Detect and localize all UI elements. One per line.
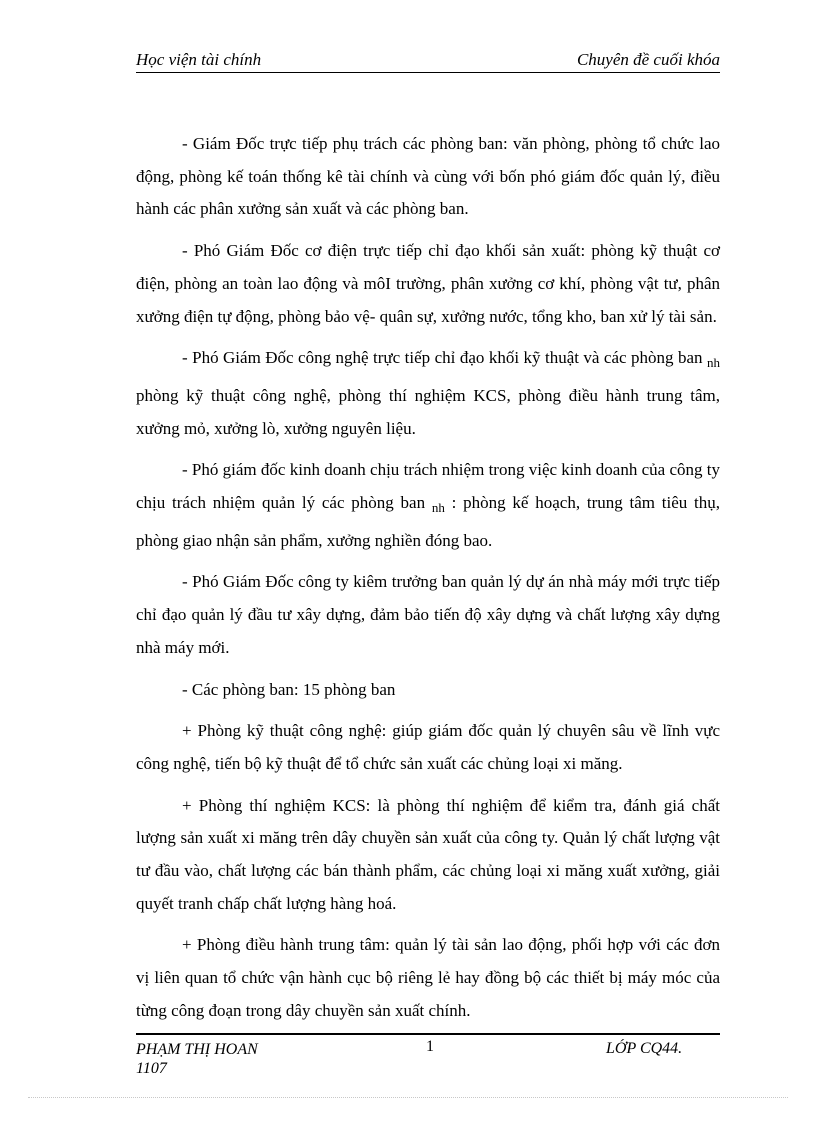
page-number: 1 [426,1038,434,1055]
paragraph-deputy-business [136,454,720,557]
paragraph-text: : phòng kế hoạch, trung tâm tiêu thụ, phòng giao nhận sản phẩm, xưởng nghiền đóng bao. [136,493,721,550]
header-document-type: Chuyên đề cuối khóa [576,50,720,69]
paragraph-tech-department: + Phòng kỹ thuật công nghệ: giúp giám đốc quản lý chuyên sâu về lĩnh vực công nghệ, tiến bộ kỹ thuật để tổ chức sản xuất các chủng loại xi măng. [136,721,720,773]
paragraph-departments-count: - Các phòng ban: 15 phòng ban [182,679,396,699]
paragraph-text: - Phó Giám Đốc công nghệ trực tiếp chỉ đạo khối kỹ thuật và các phòng ban [182,348,707,368]
document-body [136,128,720,1028]
author-id: 1107 [136,1060,167,1077]
page-header [136,50,720,73]
page-bottom-dotted-border [28,1097,788,1098]
author-name: PHẠM THỊ HOAN [136,1041,258,1058]
footer-author [136,1040,258,1078]
paragraph-deputy-electrical: - Phó Giám Đốc cơ điện trực tiếp chỉ đạo khối sản xuất: phòng kỹ thuật cơ điện, phòng an toàn lao động và môI trường, phân xưởng cơ khí, phòng vật tư, phân xưởng điện tự động, phòng bảo vệ- quân sự, xưởng nước, tổng kho, ban xử lý tài sản. [136,241,720,326]
paragraph-deputy-project: - Phó Giám Đốc công ty kiêm trưởng ban quản lý dự án nhà máy mới trực tiếp chỉ đạo quản lý đầu tư xây dựng, đảm bảo tiến độ xây dựng và chất lượng xây dựng nhà máy mới. [136,572,720,657]
paragraph-text: phòng kỹ thuật công nghệ, phòng thí nghiệm KCS, phòng điều hành trung tâm, xưởng mỏ, xưởng lò, xưởng nguyên liệu. [136,385,720,438]
paragraph-control-center: + Phòng điều hành trung tâm: quản lý tài sản lao động, phối hợp với các đơn vị liên quan tổ chức vận hành cục bộ riêng lẻ hay đồng bộ các thiết bị máy móc của từng công đoạn trong dây chuyền sản xuất chính. [136,935,720,1020]
subscript-text: nh [431,500,445,516]
paragraph-kcs-lab: + Phòng thí nghiệm KCS: là phòng thí nghiệm để kiểm tra, đánh giá chất lượng sản xuất xi măng trên dây chuyền sản xuất của công ty. Quản lý chất lượng vật tư đầu vào, chất lượng các bán thành phẩm, các chủng loại xi măng xuất xưởng, giải quyết tranh chấp chất lượng hàng hoá. [136,795,720,913]
footer-divider [136,1033,720,1035]
subscript-text: nh [707,355,720,371]
footer-class: LỚP CQ44. [606,1040,683,1057]
paragraph-deputy-technology [136,342,720,445]
paragraph-text: - Phó giám đốc kinh doanh chịu trách nhiệm trong việc kinh doanh của công ty chịu trách nhiệm quản lý các phòng ban [136,460,720,513]
paragraph-director: - Giám Đốc trực tiếp phụ trách các phòng ban: văn phòng, phòng tổ chức lao động, phòng kế toán thống kê tài chính và cùng với bốn phó giám đốc quản lý, điều hành các phân xưởng sản xuất và các phòng ban. [136,134,720,219]
header-institution: Học viện tài chính [136,50,262,69]
